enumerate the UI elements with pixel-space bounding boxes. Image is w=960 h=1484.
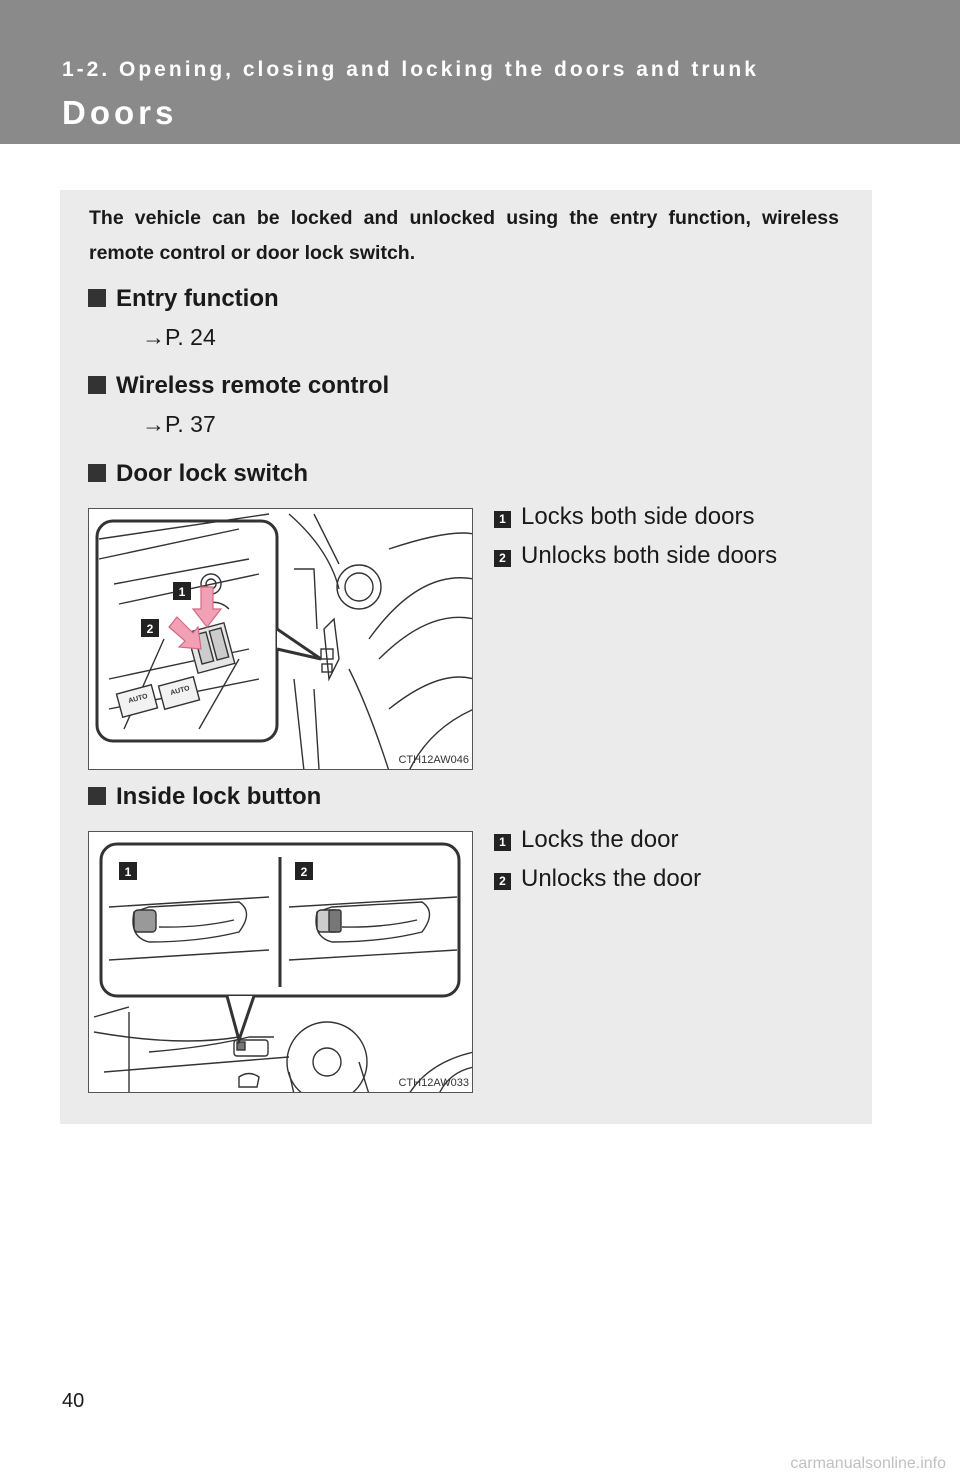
entry-function-ref[interactable]: →P. 24 [142, 324, 216, 350]
inside-lock-button-label: Inside lock button [116, 783, 322, 810]
legend-text: Unlocks both side doors [521, 542, 778, 569]
inside-lock-button-illustration [89, 832, 473, 1093]
entry-function-label: Entry function [116, 285, 279, 312]
auto-button-label: AUTO [169, 685, 191, 697]
legend-item [494, 542, 777, 570]
legend-text: Unlocks the door [521, 865, 702, 892]
square-bullet-icon [88, 289, 106, 307]
number-badge-icon: 1 [494, 834, 511, 851]
wireless-remote-label: Wireless remote control [116, 372, 390, 399]
door-lock-switch-heading [88, 460, 308, 488]
legend-item [494, 503, 754, 531]
square-bullet-icon [88, 464, 106, 482]
figure-code: CTH12AW033 [398, 1077, 469, 1089]
wireless-remote-heading [88, 372, 389, 400]
auto-button-label: AUTO [127, 693, 149, 705]
svg-text:2: 2 [300, 865, 308, 879]
figure-code: CTH12AW046 [398, 754, 469, 766]
door-lock-switch-illustration [89, 509, 473, 770]
door-lock-switch-label: Door lock switch [116, 460, 309, 487]
intro-paragraph: The vehicle can be locked and unlocked using the entry function, wireless remote control or door lock switch. [89, 207, 839, 264]
number-badge-icon: 1 [494, 511, 511, 528]
inside-lock-button-figure [88, 831, 473, 1093]
svg-text:2: 2 [146, 622, 154, 636]
square-bullet-icon [88, 376, 106, 394]
page-number: 40 [62, 1390, 85, 1412]
inside-lock-button-heading [88, 783, 321, 811]
legend-item [494, 826, 678, 854]
page-title: Doors [62, 94, 178, 131]
wireless-remote-ref[interactable]: →P. 37 [142, 411, 216, 437]
svg-text:1: 1 [178, 585, 186, 599]
number-badge-icon: 2 [494, 873, 511, 890]
watermark: carmanualsonline.info [790, 1455, 946, 1472]
page-header [0, 0, 960, 144]
entry-function-heading [88, 285, 279, 313]
section-title: 1-2. Opening, closing and locking the doors and trunk [62, 58, 759, 81]
door-lock-switch-figure [88, 508, 473, 770]
svg-text:1: 1 [124, 865, 132, 879]
legend-item [494, 865, 701, 893]
legend-text: Locks the door [521, 826, 679, 853]
number-badge-icon: 2 [494, 550, 511, 567]
legend-text: Locks both side doors [521, 503, 755, 530]
square-bullet-icon [88, 787, 106, 805]
